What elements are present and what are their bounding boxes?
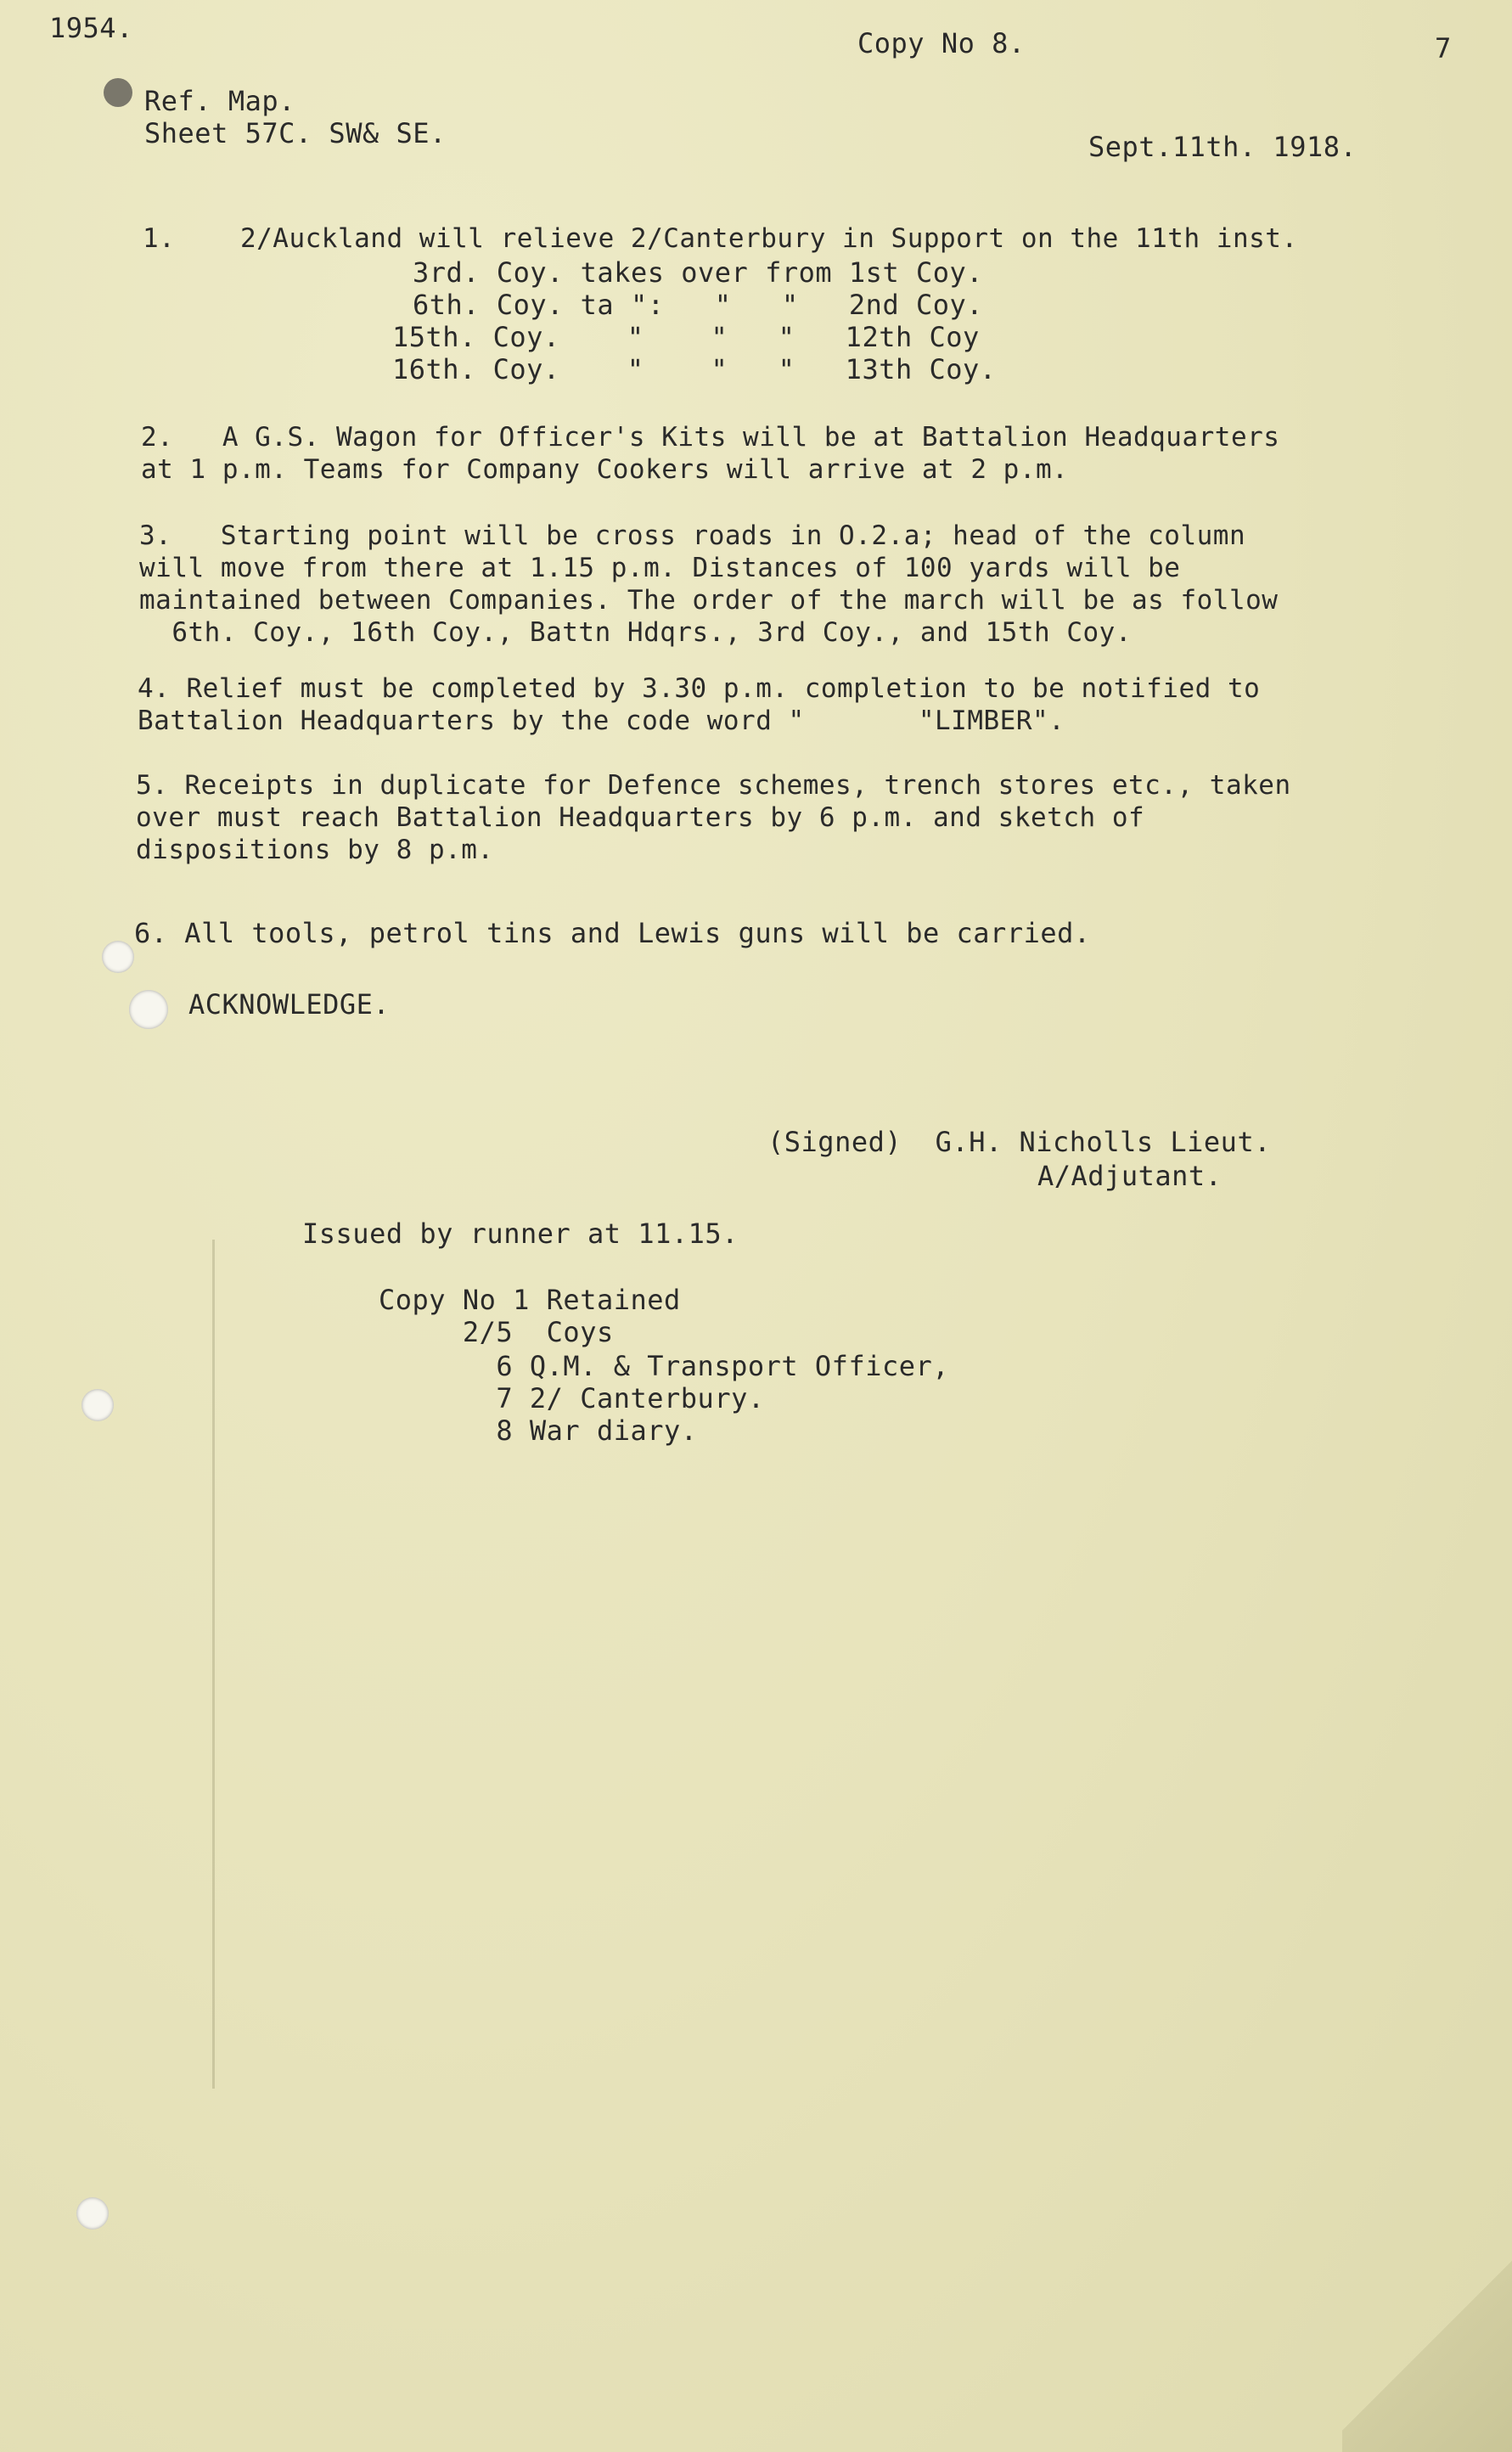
relief-line: 16th. Coy. " " " 13th Coy. xyxy=(392,353,997,385)
order-para-3: will move from there at 1.15 p.m. Distances of 100 yards will be xyxy=(139,553,1181,583)
acknowledge-line: ACKNOWLEDGE. xyxy=(188,988,391,1021)
order-para-3: 6th. Coy., 16th Coy., Battn Hdqrs., 3rd Coy., and 15th Coy. xyxy=(139,617,1132,648)
binder-punch-mark xyxy=(104,78,132,107)
punch-hole xyxy=(102,941,134,973)
signature-line: (Signed) G.H. Nicholls Lieut. xyxy=(767,1126,1271,1158)
ref-map-line2: Sheet 57C. SW& SE. xyxy=(144,117,447,149)
punch-hole xyxy=(82,1389,114,1421)
order-para-1: 1. 2/Auckland will relieve 2/Canterbury in Support on the 11th inst. xyxy=(143,223,1298,254)
distribution-line: 7 2/ Canterbury. xyxy=(379,1382,765,1414)
file-number: 1954. xyxy=(49,12,133,44)
order-para-3: maintained between Companies. The order of the march will be as follow xyxy=(139,585,1279,616)
distribution-line: Copy No 1 Retained xyxy=(379,1284,681,1316)
order-para-3: 3. Starting point will be cross roads in O.2.a; head of the column xyxy=(139,520,1246,551)
distribution-line: 2/5 Coys xyxy=(379,1316,614,1348)
order-para-2: 2. A G.S. Wagon for Officer's Kits will be at Battalion Headquarters xyxy=(141,422,1280,453)
punch-hole xyxy=(76,2197,109,2230)
order-para-5: dispositions by 8 p.m. xyxy=(136,835,494,865)
distribution-line: 6 Q.M. & Transport Officer, xyxy=(379,1350,950,1382)
punch-hole xyxy=(129,990,168,1029)
page-number: 7 xyxy=(1435,32,1452,65)
issued-line: Issued by runner at 11.15. xyxy=(302,1218,739,1250)
copy-label: Copy No 8. xyxy=(857,27,1026,59)
distribution-line: 8 War diary. xyxy=(379,1414,698,1447)
order-date: Sept.11th. 1918. xyxy=(1088,131,1357,163)
signature-title: A/Adjutant. xyxy=(1037,1160,1223,1192)
relief-line: 3rd. Coy. takes over from 1st Coy. xyxy=(413,256,984,289)
order-para-2: at 1 p.m. Teams for Company Cookers will arrive at 2 p.m. xyxy=(141,454,1069,485)
order-para-5: 5. Receipts in duplicate for Defence schemes, trench stores etc., taken xyxy=(136,770,1291,801)
paper-crease xyxy=(212,1240,215,2089)
order-para-4: 4. Relief must be completed by 3.30 p.m. completion to be notified to xyxy=(138,673,1261,704)
order-para-4: Battalion Headquarters by the code word " "LIMBER". xyxy=(138,706,1065,736)
relief-line: 15th. Coy. " " " 12th Coy xyxy=(392,321,980,353)
relief-line: 6th. Coy. ta ": " " 2nd Coy. xyxy=(413,289,984,321)
order-para-5: over must reach Battalion Headquarters by 6 p.m. and sketch of xyxy=(136,802,1145,833)
folded-corner xyxy=(1342,2240,1512,2452)
ref-map-line1: Ref. Map. xyxy=(144,85,295,117)
order-para-6: 6. All tools, petrol tins and Lewis guns will be carried. xyxy=(134,917,1091,949)
